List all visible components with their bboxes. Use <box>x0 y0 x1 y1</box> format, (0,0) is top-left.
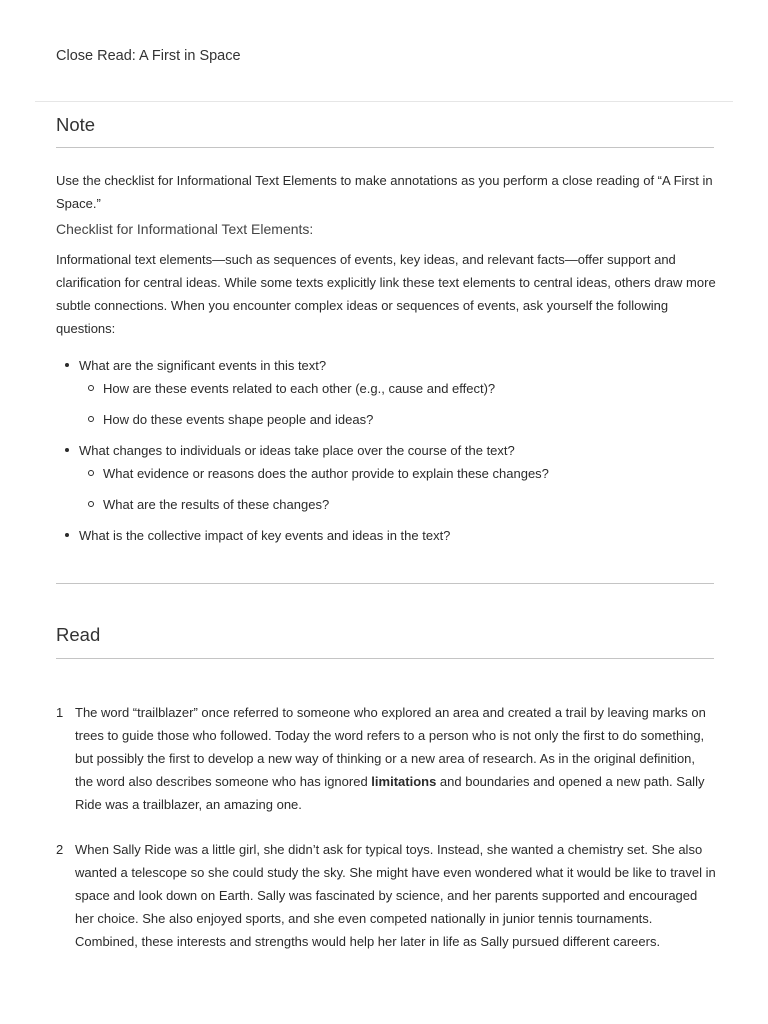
read-heading-divider <box>56 658 714 659</box>
read-paragraph <box>56 838 716 953</box>
sub-question-item <box>79 462 716 485</box>
paragraph-text-part: and boundaries and opened a new path. Sally Ride was a trailblazer, an amazing one. <box>75 774 705 812</box>
hollow-bullet-icon <box>88 470 94 476</box>
sub-question-list <box>79 462 716 516</box>
header-divider <box>35 101 733 102</box>
hollow-bullet-icon <box>88 385 94 391</box>
bullet-icon <box>65 448 69 452</box>
read-paragraph <box>56 701 716 816</box>
paragraph-text <box>75 701 716 816</box>
paragraph-text-part: The word “trailblazer” once referred to someone who explored an area and created a trail by leaving marks on trees to guide those who followed. Today the word refers to a person who is not only the first to do something, but possibly the first to develop a new way of thinking or a new area of research. As in the original definition, the word also describes someone who has ignored <box>75 705 706 789</box>
read-heading: Read <box>56 624 101 645</box>
checklist-intro: Informational text elements—such as sequences of events, key ideas, and relevant facts—offer support and clarification for central ideas. While some texts explicitly link these text elements to central ideas, others draw more subtle connections. When you encounter complex ideas or sequences of events, ask yourself the following questions: <box>56 252 716 336</box>
paragraph-text <box>75 838 716 953</box>
sub-question-text: How do these events shape people and ideas? <box>103 412 374 427</box>
checklist-questions <box>56 354 716 554</box>
checklist-heading: Checklist for Informational Text Elements: <box>56 221 314 237</box>
bullet-icon <box>65 363 69 367</box>
question-item <box>56 439 716 516</box>
note-heading-divider <box>56 147 714 148</box>
sub-question-item <box>79 408 716 431</box>
sub-question-list <box>79 377 716 431</box>
hollow-bullet-icon <box>88 416 94 422</box>
note-instructions: Use the checklist for Informational Text Elements to make annotations as you perform a close reading of “A First in Space.” <box>56 173 713 211</box>
sub-question-text: How are these events related to each other (e.g., cause and effect)? <box>103 381 496 396</box>
question-item <box>56 524 716 547</box>
paragraph-number: 2 <box>56 842 64 857</box>
page-title: Close Read: A First in Space <box>56 48 241 64</box>
sub-question-item <box>79 493 716 516</box>
paragraph-number: 1 <box>56 705 64 720</box>
question-text: What changes to individuals or ideas take place over the course of the text? <box>79 443 515 458</box>
note-section-divider <box>56 583 714 584</box>
question-text: What is the collective impact of key events and ideas in the text? <box>79 528 451 543</box>
bullet-icon <box>65 533 69 537</box>
note-heading: Note <box>56 114 96 135</box>
question-text: What are the significant events in this text? <box>79 358 327 373</box>
hollow-bullet-icon <box>88 501 94 507</box>
sub-question-text: What are the results of these changes? <box>103 497 330 512</box>
paragraph-text-part: When Sally Ride was a little girl, she didn’t ask for typical toys. Instead, she wanted a chemistry set. She also wanted a telescope so she could study the sky. She might have even wondered what it would be like to travel in space and look down on Earth. Sally was fascinated by science, and her parents supported and encouraged her choice. She also enjoyed sports, and she even competed nationally in junior tennis tournaments. Combined, these interests and strengths would help her later in life as Sally pursued different careers. <box>75 842 716 949</box>
sub-question-item <box>79 377 716 400</box>
sub-question-text: What evidence or reasons does the author provide to explain these changes? <box>103 466 549 481</box>
vocabulary-word[interactable]: limitations <box>371 774 437 789</box>
question-item <box>56 354 716 431</box>
